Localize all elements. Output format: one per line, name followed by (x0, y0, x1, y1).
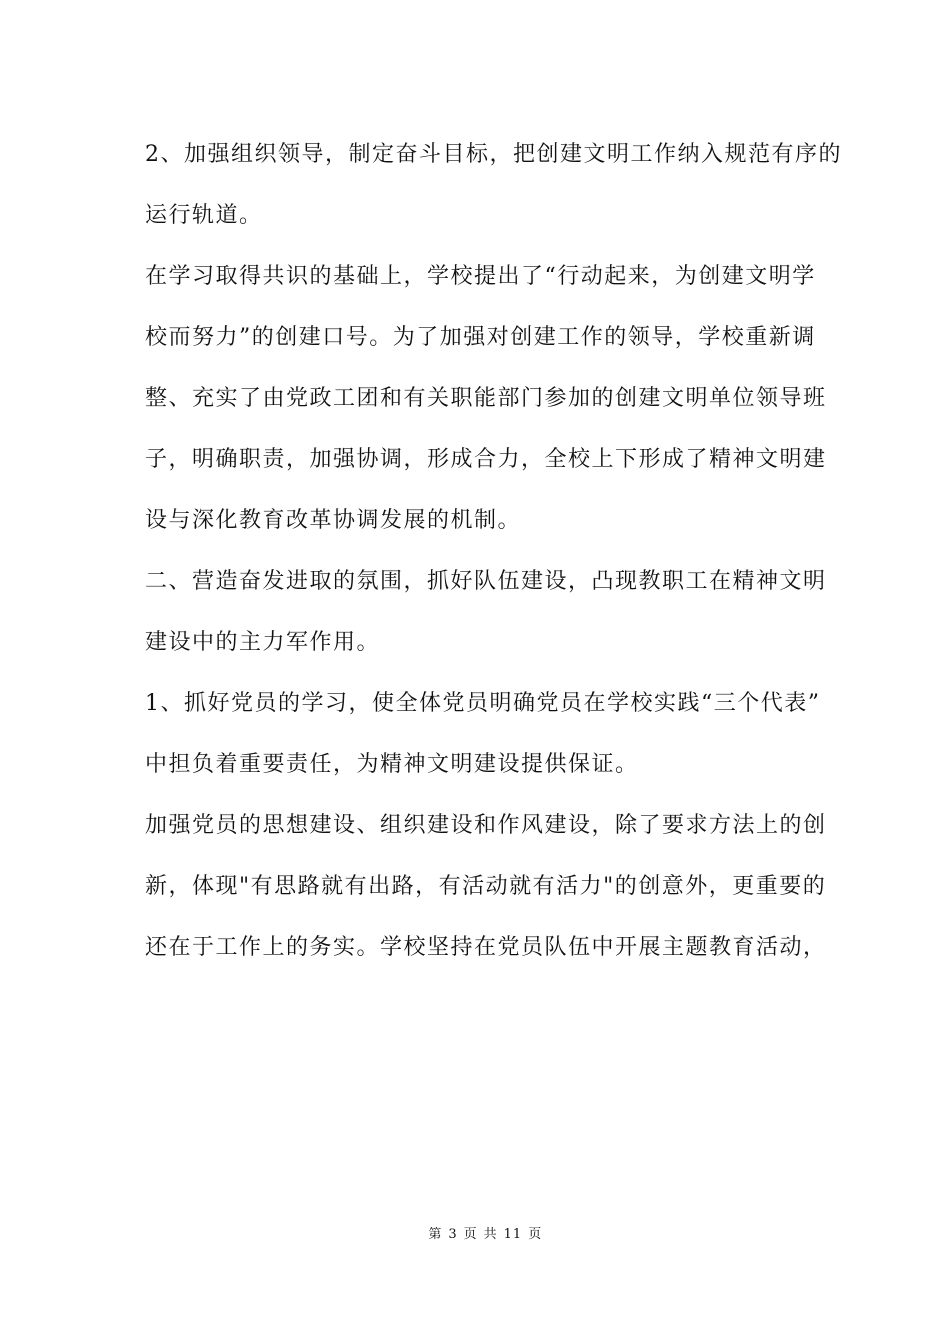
footer-label-total: 共 (483, 1227, 498, 1242)
text-line: 还在于工作上的务实。学校坚持在党员队伍中开展主题教育活动， (145, 935, 827, 960)
text-line: 加强党员的思想建设、组织建设和作风建设，除了要求方法上的创 (145, 813, 827, 838)
footer-label-page: 第 (428, 1227, 443, 1242)
footer-current-page: 3 (448, 1227, 458, 1242)
text-line: 整、充实了由党政工团和有关职能部门参加的创建文明单位领导班 (145, 386, 827, 411)
text-line: 子，明确职责，加强协调，形成合力，全校上下形成了精神文明建 (145, 447, 827, 472)
footer-total-pages: 11 (503, 1227, 523, 1242)
page-footer (0, 1208, 950, 1257)
text-line: 设与深化教育改革协调发展的机制。 (145, 508, 522, 533)
text-line: 中担负着重要责任，为精神文明建设提供保证。 (145, 752, 639, 777)
footer-label-unit: 页 (463, 1227, 478, 1242)
document-body (145, 130, 842, 984)
text-line: 运行轨道。 (145, 203, 263, 228)
text-line: 二、营造奋发进取的氛围，抓好队伍建设，凸现教职工在精神文明 (145, 569, 827, 594)
text-line: 建设中的主力军作用。 (145, 630, 381, 655)
text-line: 新，体现"有思路就有出路，有活动就有活力"的创意外，更重要的 (145, 874, 827, 899)
footer-label-unit-end: 页 (528, 1227, 543, 1242)
text-line: 在学习取得共识的基础上，学校提出了“行动起来，为创建文明学 (145, 264, 816, 289)
text-line: 1、抓好党员的学习，使全体党员明确党员在学校实践“三个代表” (145, 691, 821, 716)
text-line: 2、加强组织领导，制定奋斗目标，把创建文明工作纳入规范有序的 (145, 142, 842, 167)
text-line: 校而努力”的创建口号。为了加强对创建工作的领导，学校重新调 (145, 325, 816, 350)
